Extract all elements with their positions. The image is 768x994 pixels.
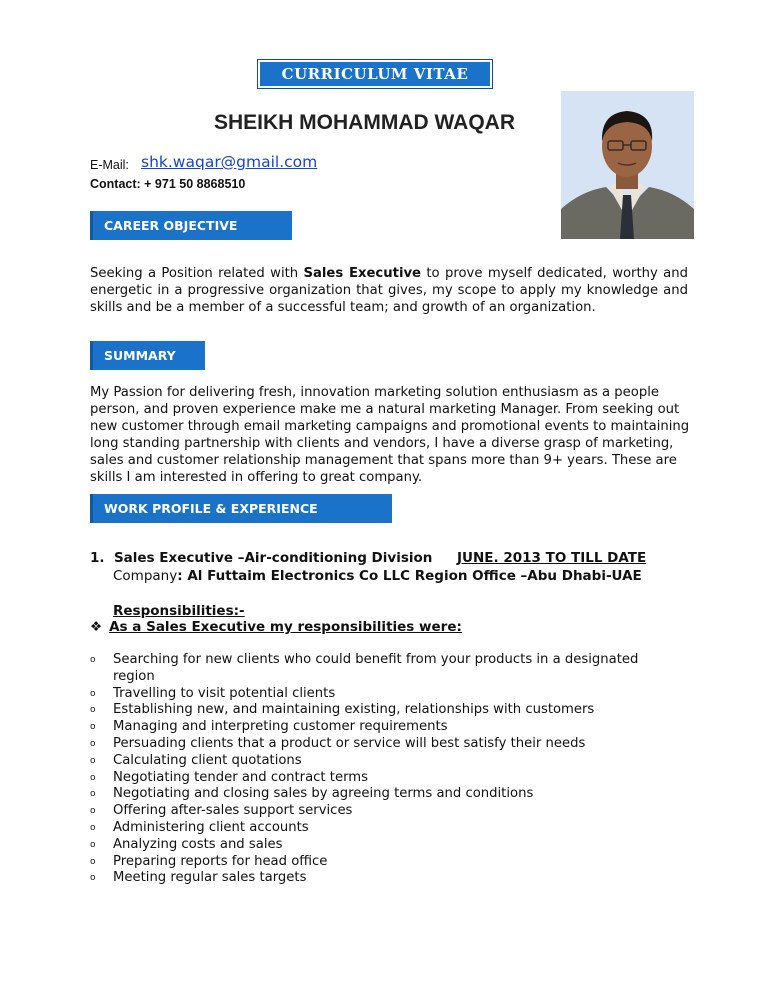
duty-text: Establishing new, and maintaining existing, relationships with customers [113, 702, 595, 718]
circle-bullet-icon: o [90, 856, 96, 867]
duty-item [90, 702, 650, 719]
circle-bullet-icon: o [90, 722, 96, 733]
circle-bullet-icon: o [90, 822, 96, 833]
responsibilities-intro: ❖ As a Sales Executive my responsibilities were: [90, 619, 462, 635]
duty-text: Analyzing costs and sales [113, 836, 283, 852]
responsibilities-label: Responsibilities:- [113, 603, 245, 619]
duty-item [90, 719, 650, 736]
duty-text: Meeting regular sales targets [113, 870, 307, 886]
duty-item [90, 753, 650, 770]
duty-text: Searching for new clients who could benefit from your products in a designated region [113, 652, 639, 684]
duty-text: Negotiating and closing sales by agreeing terms and conditions [113, 786, 534, 802]
candidate-name: SHEIKH MOHAMMAD WAQAR [214, 111, 515, 134]
duty-text: Calculating client quotations [113, 752, 302, 768]
section-summary: SUMMARY [90, 341, 205, 370]
duty-item [90, 837, 650, 854]
circle-bullet-icon: o [90, 688, 96, 699]
section-work-experience: WORK PROFILE & EXPERIENCE [90, 494, 392, 523]
duty-item [90, 803, 650, 820]
profile-photo [561, 91, 694, 239]
job-number: 1. [90, 550, 105, 566]
duty-item [90, 770, 650, 787]
duty-text: Persuading clients that a product or service will best satisfy their needs [113, 735, 586, 751]
diamond-bullet-icon: ❖ [90, 619, 103, 635]
duty-item [90, 870, 650, 887]
duty-item [90, 652, 650, 686]
circle-bullet-icon: o [90, 873, 96, 884]
objective-role: Sales Executive [303, 266, 422, 281]
duty-text: Administering client accounts [113, 819, 309, 835]
circle-bullet-icon: o [90, 772, 96, 783]
cv-title-banner: CURRICULUM VITAE [257, 59, 493, 89]
circle-bullet-icon: o [90, 839, 96, 850]
duty-item [90, 686, 650, 703]
duty-text: Managing and interpreting customer requirements [113, 719, 448, 735]
duty-text: Travelling to visit potential clients [113, 685, 336, 701]
circle-bullet-icon: o [90, 705, 96, 716]
duty-item [90, 854, 650, 871]
job-title [90, 550, 432, 566]
circle-bullet-icon: o [90, 755, 96, 766]
job-date: JUNE. 2013 TO TILL DATE [457, 550, 647, 566]
duty-item [90, 820, 650, 837]
career-objective-text: Seeking a Position related with Sales Executive to prove myself dedicated, worthy and energetic in a progressive organization that gives, my scope to apply my knowledge and skills and be a member of a successful team; and growth of an organization. [90, 266, 688, 315]
duty-text: Preparing reports for head office [113, 853, 328, 869]
summary-text: My Passion for delivering fresh, innovation marketing solution enthusiasm as a people person, and proven experience make me a natural marketing Manager. From seeking out new customer through email marketing campaigns and promotional events to maintaining long standing partnership with clients and vendors, I have a diverse grasp of marketing, sales and customer relationship management that spans more than 9+ years. These are skills I am interested in offering to great company. [90, 385, 690, 485]
duty-item [90, 736, 650, 753]
circle-bullet-icon: o [90, 738, 96, 749]
job-company: Company: Al Futtaim Electronics Co LLC Region Office –Abu Dhabi-UAE [113, 568, 642, 584]
circle-bullet-icon: o [90, 789, 96, 800]
circle-bullet-icon: o [90, 806, 96, 817]
email-label: E-Mail: [90, 158, 129, 172]
duty-item [90, 786, 650, 803]
contact-number: Contact: + 971 50 8868510 [90, 177, 246, 191]
duty-text: Offering after-sales support services [113, 803, 353, 819]
section-career-objective: CAREER OBJECTIVE [90, 211, 292, 240]
duties-list [90, 652, 650, 887]
job-title-text: Sales Executive –Air-conditioning Division [113, 550, 433, 566]
circle-bullet-icon: o [90, 655, 96, 665]
email-link[interactable]: shk.waqar@gmail.com [141, 153, 318, 171]
duty-text: Negotiating tender and contract terms [113, 769, 368, 785]
